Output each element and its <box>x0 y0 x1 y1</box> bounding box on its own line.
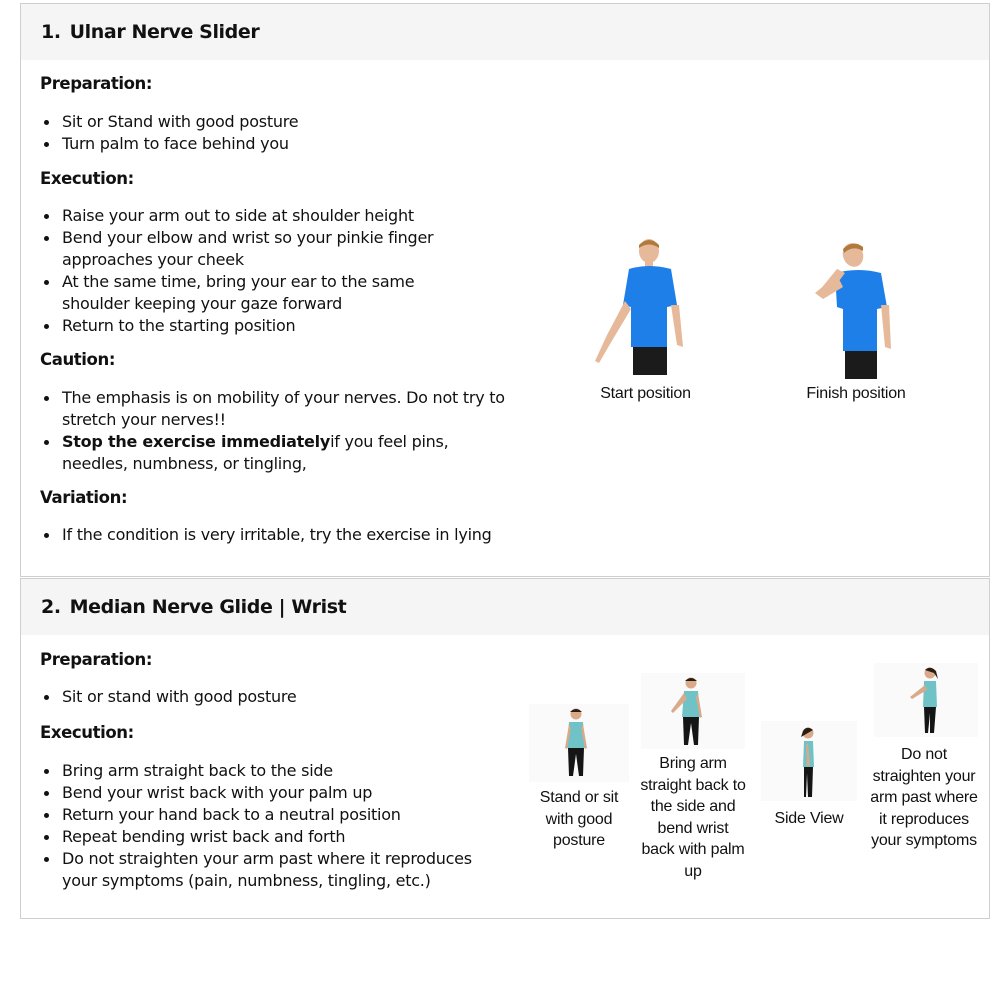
execution-heading: Execution: <box>40 169 134 188</box>
caution-list <box>40 387 505 475</box>
list-item: Raise your arm out to side at shoulder height <box>40 205 480 227</box>
exercise-title-text: Median Nerve Glide | Wrist <box>69 596 347 618</box>
do-not-straighten-illustration <box>874 663 978 737</box>
caption: Do not straighten your arm past where it reproduces your symptoms <box>870 746 978 849</box>
preparation-heading: Preparation: <box>40 650 153 669</box>
caption: Side View <box>774 810 844 827</box>
stand-posture-figure <box>529 704 629 782</box>
variation-list <box>40 524 492 546</box>
arm-back-figure <box>641 673 745 749</box>
list-item: Bring arm straight back to the side <box>40 760 510 782</box>
caution-rest: if you feel pins, needles, numbness, or tingling, <box>62 432 449 473</box>
exercise-title-text: Ulnar Nerve Slider <box>69 21 260 43</box>
list-item: The emphasis is on mobility of your nerves. Do not try to stretch your nerves!! <box>40 387 505 431</box>
list-item: At the same time, bring your ear to the same shoulder keeping your gaze forward <box>40 271 480 315</box>
list-item: Turn palm to face behind you <box>40 133 298 155</box>
caption: Finish position <box>806 385 906 402</box>
list-item: Sit or Stand with good posture <box>40 111 298 133</box>
finish-position-illustration <box>797 239 917 379</box>
list-item: Repeat bending wrist back and forth <box>40 826 510 848</box>
list-item: Sit or stand with good posture <box>40 686 296 708</box>
exercise-title <box>21 4 989 60</box>
caption: Start position <box>600 385 691 402</box>
caution-bold: Stop the exercise immediately <box>62 432 331 451</box>
execution-heading: Execution: <box>40 723 134 742</box>
variation-heading: Variation: <box>40 488 128 507</box>
list-item <box>40 431 505 475</box>
execution-list <box>40 760 510 892</box>
list-item: If the condition is very irritable, try the exercise in lying <box>40 524 492 546</box>
side-view-figure <box>761 721 857 801</box>
start-position-illustration <box>581 235 701 375</box>
list-item: Return your hand back to a neutral position <box>40 804 510 826</box>
do-not-straighten-figure <box>874 663 978 737</box>
exercise-card-ulnar-nerve-slider <box>20 3 990 577</box>
preparation-list <box>40 111 298 155</box>
list-item: Return to the starting position <box>40 315 480 337</box>
stand-posture-illustration <box>529 704 629 782</box>
caption: Bring arm straight back to the side and bend wrist back with palm up <box>640 755 746 880</box>
caption: Stand or sit with good posture <box>539 789 619 849</box>
arm-back-illustration <box>641 673 745 749</box>
preparation-list <box>40 686 296 708</box>
list-item: Bend your elbow and wrist so your pinkie finger approaches your cheek <box>40 227 480 271</box>
finish-position-figure <box>797 239 917 379</box>
exercise-number: 2. <box>41 596 61 618</box>
preparation-heading: Preparation: <box>40 74 153 93</box>
exercise-number: 1. <box>41 21 61 43</box>
list-item: Bend your wrist back with your palm up <box>40 782 510 804</box>
exercise-card-median-nerve-glide <box>20 578 990 919</box>
list-item: Do not straighten your arm past where it reproduces your symptoms (pain, numbness, tingling, etc.) <box>40 848 510 892</box>
exercise-title <box>21 579 989 635</box>
start-position-figure <box>581 235 701 375</box>
caution-heading: Caution: <box>40 350 116 369</box>
side-view-illustration <box>761 721 857 801</box>
execution-list <box>40 205 480 337</box>
